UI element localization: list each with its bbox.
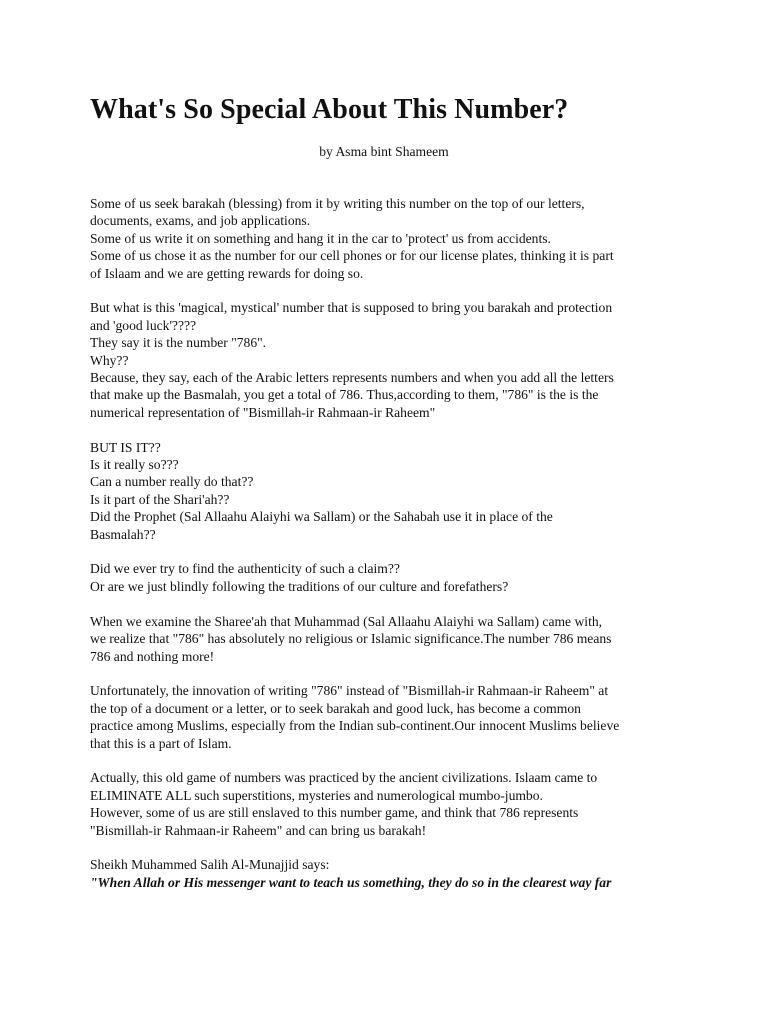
text-line: Why?? — [90, 352, 129, 368]
text-line: Unfortunately, the innovation of writing "786" instead of "Bismillah-ir Rahmaan-ir Raheem" at — [90, 683, 609, 699]
text-line: practice among Muslims, especially from the Indian sub-continent.Our innocent Muslims believe — [90, 718, 620, 734]
text-line: of Islaam and we are getting rewards for doing so. — [90, 265, 364, 281]
text-line: They say it is the number "786". — [90, 335, 267, 351]
quote-line: "When Allah or His messenger want to teach us something, they do so in the clearest way far — [90, 874, 612, 890]
text-line: ELIMINATE ALL such superstitions, mysteries and numerological mumbo-jumbo. — [90, 787, 543, 803]
paragraph-history — [90, 769, 690, 839]
text-line: we realize that "786" has absolutely no religious or Islamic significance.The number 786 means — [90, 631, 612, 647]
text-line: However, some of us are still enslaved to this number game, and think that 786 represents — [90, 805, 579, 821]
text-line: 786 and nothing more! — [90, 648, 215, 664]
text-line: and 'good luck'???? — [90, 317, 197, 333]
text-line: But what is this 'magical, mystical' number that is supposed to bring you barakah and protection — [90, 300, 613, 316]
paragraph-intro — [90, 195, 690, 282]
paragraph-challenge — [90, 439, 690, 543]
text-line: "Bismillah-ir Rahmaan-ir Raheem" and can bring us barakah! — [90, 822, 427, 838]
text-line: numerical representation of "Bismillah-ir Rahmaan-ir Raheem" — [90, 404, 436, 420]
paragraph-innovation — [90, 682, 690, 752]
paragraph-citation — [90, 856, 690, 891]
paragraph-authenticity — [90, 560, 690, 595]
text-line: Can a number really do that?? — [90, 474, 254, 490]
text-line: Sheikh Muhammed Salih Al-Munajjid says: — [90, 857, 330, 873]
text-line: Did we ever try to find the authenticity of such a claim?? — [90, 561, 400, 577]
text-line: Or are we just blindly following the traditions of our culture and forefathers? — [90, 578, 509, 594]
text-line: Did the Prophet (Sal Allaahu Alaiyhi wa Sallam) or the Sahabah use it in place of the — [90, 509, 553, 525]
text-line: Because, they say, each of the Arabic letters represents numbers and when you add all the letters — [90, 370, 614, 386]
author-byline: by Asma bint Shameem — [319, 144, 449, 159]
document-title: What's So Special About This Number? — [90, 94, 569, 125]
text-line: BUT IS IT?? — [90, 439, 161, 455]
paragraph-question — [90, 299, 690, 421]
text-line: Actually, this old game of numbers was practiced by the ancient civilizations. Islaam came to — [90, 770, 598, 786]
text-line: When we examine the Sharee'ah that Muhammad (Sal Allaahu Alaiyhi wa Sallam) came with, — [90, 613, 603, 629]
text-line: documents, exams, and job applications. — [90, 213, 311, 229]
article-body — [90, 195, 690, 909]
text-line: Is it really so??? — [90, 457, 179, 473]
text-line: Some of us write it on something and hang it in the car to 'protect' us from accidents. — [90, 230, 551, 246]
paragraph-sharia — [90, 613, 690, 665]
text-line: Basmalah?? — [90, 526, 156, 542]
text-line: the top of a document or a letter, or to seek barakah and good luck, has become a common — [90, 700, 581, 716]
text-line: Some of us seek barakah (blessing) from it by writing this number on the top of our letters, — [90, 196, 585, 211]
text-line: that this is a part of Islam. — [90, 735, 232, 751]
text-line: Is it part of the Shari'ah?? — [90, 491, 230, 507]
text-line: Some of us chose it as the number for our cell phones or for our license plates, thinking it is part — [90, 248, 614, 264]
text-line: that make up the Basmalah, you get a total of 786. Thus,according to them, "786" is the is the — [90, 387, 599, 403]
